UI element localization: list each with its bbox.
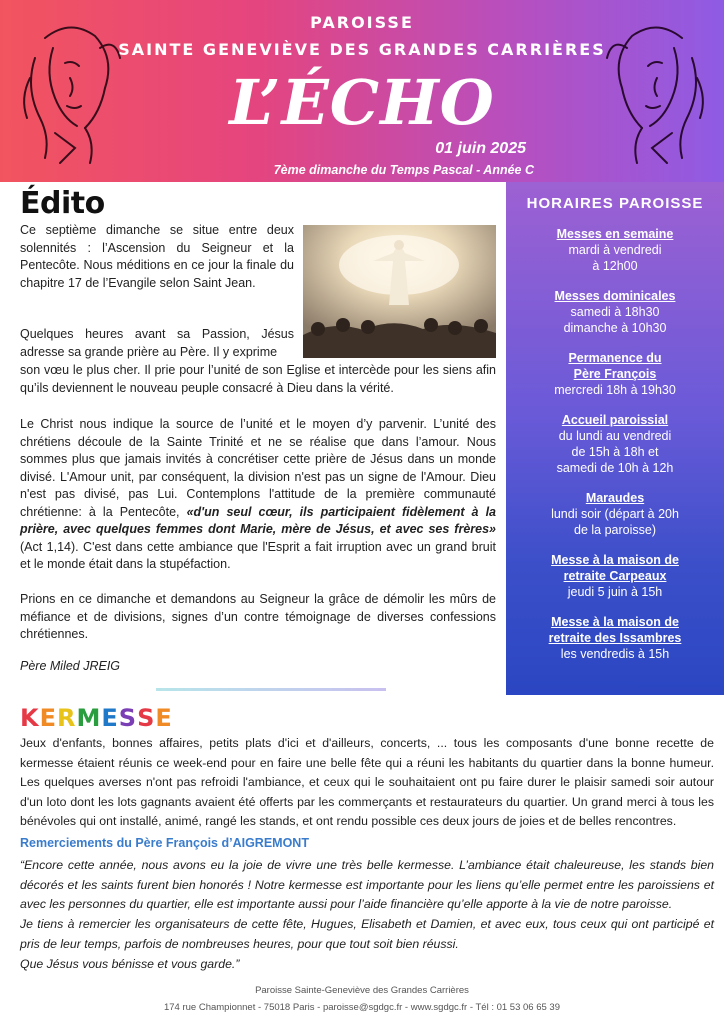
header-banner <box>0 0 724 182</box>
kermesse-letter: E <box>155 704 173 732</box>
footer-parish: Paroisse Sainte-Geneviève des Grandes Carrières <box>255 985 469 996</box>
parish-name: SAINTE GENEVIÈVE DES GRANDES CARRIÈRES <box>118 40 606 59</box>
section-divider <box>156 688 386 691</box>
schedule-heading: Permanence du Père François <box>568 351 662 381</box>
newsletter-title: L’ÉCHO <box>229 66 495 139</box>
thanks-quote <box>20 856 714 974</box>
schedule-heading: Messe à la maison de retraite Carpeaux <box>551 553 679 583</box>
schedule-block <box>506 614 724 662</box>
schedule-heading: Maraudes <box>585 491 645 505</box>
schedule-heading: Messe à la maison de retraite des Issambres <box>548 615 682 645</box>
edito-paragraph-2b: son vœu le plus cher. Il prie pour l’unité de son Eglise et intercède pour les siens afin qu’ils deviennent le nouveau peuple consacré à Dieu dans la vérité. <box>20 363 496 395</box>
issue-date: 01 juin 2025 <box>435 140 526 157</box>
schedule-block <box>506 552 724 600</box>
edito-paragraph-4: Prions en ce dimanche et demandons au Seigneur la grâce de démolir les mûrs de méfiance et de divisions, signes d’un contre témoignage de diverses confessions chrétiennes. <box>20 592 496 641</box>
kermesse-letter: E <box>39 704 58 732</box>
kermesse-heading <box>20 704 173 732</box>
edito-paragraph-3: Le Christ nous indique la source de l’unité et le moyen d’y parvenir. L’unité des chrétiens découle de la Sainte Trinité et ne se réalise que dans l’amour. Nous sommes plus que jamais invités à concrétiser cette prière de Jésus dans un monde divisé. L'Amour unit, par conséquent, la division n'est pas un signe de l'Amour. Dieu n'est pas divisé, pas Lui. Contemplons l'attitude de la première communauté chrétienne: à la Pentecôte, «d'un seul cœur, ils participaient fidèlement à la prière, avec quelques femmes dont Marie, mère de Jésus, et avec ses frères» (Act 1,14). C'est dans cette ambiance que l'Esprit a fait irruption avec un grand bruit et le monde était dans la stupéfaction. <box>20 417 497 571</box>
footer-contact: 174 rue Championnet - 75018 Paris - paroisse@sgdgc.fr - www.sgdgc.fr - Tél : 01 53 06 65 39 <box>163 1002 560 1013</box>
edito-signature: Père Miled JREIG <box>20 659 121 673</box>
liturgical-sunday: 7ème dimanche du Temps Pascal - Année C <box>273 163 534 177</box>
schedule-detail: les vendredis à 15h <box>560 647 670 661</box>
kermesse-letter: E <box>101 704 119 732</box>
kermesse-text: Jeux d'enfants, bonnes affaires, petits plats d'ici et d'ailleurs, concerts, ... tous les composants d'une bonne recette de kermesse étaient réunis ce week-end pour en faire une belle fête qui a réuni les habitants du quartier dans la bonne humeur. Les quelques averses n'ont pas refroidi l'ambiance, et ceux qui le souhaitaient ont pu faire durer le plaisir samedi soir autour d'un loto dont les lots gagnants avaient été offerts par les commerçants et restaurateurs du quartier. Un grand merci à tous les bénévoles qui ont installé, animé, rangé les stands, et ont rendu possible ces deux jours de joies et de belles rencontres. <box>20 736 714 828</box>
edito-paragraph-2a: Quelques heures avant sa Passion, Jésus adresse sa grande prière au Père. Il y exprime <box>20 327 294 359</box>
schedule-title: HORAIRES PAROISSE <box>526 195 704 212</box>
kermesse-letter: R <box>57 704 77 732</box>
kermesse-letter: S <box>137 704 156 732</box>
schedule-heading: Accueil paroissial <box>561 413 669 427</box>
schedule-block <box>506 412 724 476</box>
acts-quote: «d'un seul cœur, ils participaient fidèlement à la prière, avec quelques femmes dont Marie, mère de Jésus, et avec ses frères» <box>20 504 497 536</box>
schedule-block <box>506 490 724 538</box>
schedule-block <box>506 288 724 336</box>
schedule-detail: jeudi 5 juin à 15h <box>567 585 663 599</box>
quote-paragraph: “Encore cette année, nous avons eu la joie de vivre une très belle kermesse. L’ambiance était chaleureuse, les stands bien décorés et les saints furent bien honorés ! Notre kermesse est importante pour les liens qu’elle permet entre les paroissiens et avec les personnes du quartier, elle est importante aussi pour l’aide financière qu’elle apporte à la vie de notre paroisse. <box>20 858 714 912</box>
kermesse-letter: M <box>76 704 102 732</box>
quote-paragraph: Que Jésus vous bénisse et vous garde.” <box>20 956 240 971</box>
schedule-detail: lundi soir (départ à 20h de la paroisse) <box>551 507 679 537</box>
parish-label: PAROISSE <box>310 13 414 32</box>
schedule-detail: du lundi au vendredi de 15h à 18h et samedi de 10h à 12h <box>556 429 674 475</box>
edito-heading: Édito <box>20 186 105 221</box>
schedule-detail: mardi à vendredi à 12h00 <box>568 243 662 273</box>
schedule-block <box>506 350 724 398</box>
ascension-image <box>303 225 496 358</box>
thanks-title: Remerciements du Père François d’AIGREMONT <box>20 836 309 850</box>
parish-schedule-panel <box>506 182 724 695</box>
schedule-detail: samedi à 18h30 dimanche à 10h30 <box>563 305 667 335</box>
edito-paragraph-1: Ce septième dimanche se situe entre deux solennités : l’Ascension du Seigneur et la Pentecôte. Nous méditions en ce jour la finale du chapitre 17 de l’Evangile selon Saint Jean. <box>20 223 294 290</box>
schedule-block <box>506 226 724 274</box>
quote-paragraph: Je tiens à remercier les organisateurs de cette fête, Hugues, Elisabeth et Damien, et avec eux, tous ceux qui ont participé et pris de leur temps, parfois de nombreuses heures, pour que tout soit bien réussi. <box>20 917 714 951</box>
schedule-heading: Messes dominicales <box>554 289 676 303</box>
schedule-heading: Messes en semaine <box>556 227 674 241</box>
kermesse-letter: K <box>20 704 40 732</box>
kermesse-letter: S <box>118 704 138 732</box>
schedule-detail: mercredi 18h à 19h30 <box>554 383 676 397</box>
